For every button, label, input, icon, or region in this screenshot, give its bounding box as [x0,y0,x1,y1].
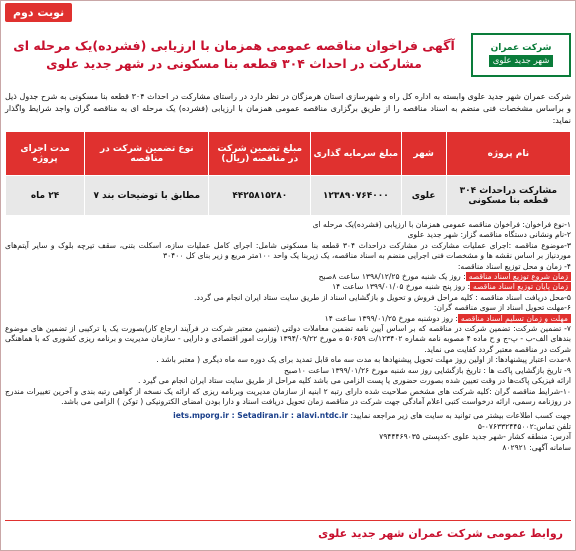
item-9b: ارائه فیزیکی پاکت‌ها در وقت تعیین شده بصورت حضوری یا پست الزامی می باشد کلیه مراحل از طریق سایت ستاد ایران انجام می گیرد . [137,376,571,386]
phone: تلفن تماس:۰۷۶۳۳۲۴۴۵۰۰۲-۵ [477,421,571,431]
table-cell: مشارکت دراحداث ۳۰۴ قطعه بنا مسکونی [446,176,570,216]
title-block [5,37,463,73]
table-cell: مطابق با توضیحات بند ۷ [85,176,209,216]
header [5,23,571,87]
table-header: مدت اجرای پروژه [6,132,85,176]
table-cell: ۱۲۳۸۹۰۷۶۴۰۰۰ [311,176,401,216]
table-header: نوع تضمین شرکت در مناقصه [85,132,209,176]
conditions-list [5,220,571,407]
footer [5,520,571,546]
title-line1: آگهی فراخوان مناقصه عمومی همزمان با ارزیابی (فشرده)یک مرحله ای [13,38,455,53]
deadline-text: : روز دوشنبه مورخ ۱۳۹۹/۰۱/۲۵ ساعت ۱۴ [324,313,458,323]
start-label: زمان شروع توزیع اسناد مناقصه [466,272,571,281]
item-10: ۱۰-شرایط مناقصه گران :کلیه شرکت های مشخص صلاحیت شده دارای رتبه ۲ ابنیه از سازمان مدیریت وبرنامه ریزی که ارائه یک نسخه از گواهی رتبه بندی و آخرین تغییرات مندرج در روزنامه رسمی، ارائه درخواست کتبی اعلام آمادگی جهت شرکت در مناقصه زمان تحویل دریافت اسناد و دارا بودن امضای الکترونیکی ( توکن ) الزامی می باشد. [5,386,571,406]
item-5: ۵-محل دریافت اسناد مناقصه : کلیه مراحل فروش و تحویل و بازگشایی اسناد از طریق سایت ستاد ایران انجام می گردد. [194,292,571,302]
turn-badge: نوبت دوم [5,3,72,22]
company-logo [471,33,571,77]
item-6: ۶-مهلت تحویل اسناد از سوی مناقصه گران: [433,303,571,313]
table-header-row [6,132,571,176]
contact-info [5,411,571,453]
distribution-end [5,282,571,292]
intro-paragraph: شرکت عمران شهر جدید علوی وابسته به اداره کل راه و شهرسازی استان هرمزگان در نظر دارد در راستای مشارکت در احداث ۳۰۴ قطعه بنا مسکونی به شرح جدول ذیل و براساس مشخصات فنی منضم به اسناد مناقصه را از طریق برگزاری مناقصه عمومی همزمان با ارزیابی (فشرده) یک مرحله ای به مناقصه گران واجد شرایط واگذار نماید: [5,92,572,125]
title-line2: مشارکت در احداث ۳۰۴ قطعه بنا مسکونی در شهر جدید علوی [46,56,422,71]
item-1: ۱-نوع فراخوان: فراخوان مناقصه عمومی همزمان با ارزیابی (فشرده)یک مرحله ای [312,220,571,229]
item-8: ۸-مدت اعتبار پیشنهادها: از اولین روز مهلت تحویل پیشنهادها به مدت سه ماه قابل تمدید برای یک دوره سه ماه دیگری ( معتبر باشد . [156,355,571,365]
submission-deadline [5,314,571,324]
table-cell: ۲۴ ماه [6,176,85,216]
item-2: ۲-نام ونشانی دستگاه مناقصه گزار: شهر جدید علوی [407,230,571,240]
tender-table [5,131,571,216]
table-cell: علوی [401,176,446,216]
sites-list[interactable]: iets.mporg.ir : Setadiran.ir : alavi.ntdc.ir [173,411,349,421]
start-text: : روز یک شنبه مورخ ۱۳۹۸/۱۲/۲۵ ساعت ۸صبح [318,272,466,282]
table-header: شهر [401,132,446,176]
item-4: ۴- زمان و محل توزیع اسناد مناقصه: [457,261,571,271]
table-header: مبلغ تضمین شرکت در مناقصه (ریال) [209,132,311,176]
table-cell: ۴۴۲۵۸۱۵۲۸۰ [209,176,311,216]
deadline-label: مهلت و زمان تسلیم اسناد مناقصه [458,314,571,323]
table-header: نام پروژه [446,132,570,176]
item-9: ۹- تاریخ بازگشایی پاکت ها : تاریخ بازگشایی روز سه شنبه مورخ ۱۳۹۹/۰۱/۲۶ ساعت ۱۰صبح [284,365,571,375]
table-header: مبلغ سرمایه گذاری [311,132,401,176]
item-3: ۳-موضوع مناقصه :اجرای عملیات مشارکت در مشارکت دراحداث ۳۰۴ قطعه بنا مسکونی شامل: اجرای کامل عملیات سازه، اسکلت بتنی، سقف تیرچه بلوک و سایر آیتم‌های موردنیاز بر اساس نقشه ها و مشخصات فنی اجرایی منضم به اسناد مناقصه، یک زیربنا یک واحد ۱۰۰متر مربع و زیر بنای کل ۳۰۴۰۰ [5,240,571,261]
address: آدرس: منطقه کشار -شهر جدید علوی -کدپستی ۷۹۴۴۴۶۹۰۳۵ [379,432,571,442]
table-row [6,176,571,216]
distribution-start [5,272,571,282]
footer-text: روابط عمومی شرکت عمران شهر جدید علوی [318,527,563,540]
ad-system: سامانه آگهی: ۸۰۲۹۲۱ [502,442,571,452]
logo-line1: شرکت عمران [490,43,552,53]
end-label: زمان پایان توزیع اسناد مناقصه [470,282,571,291]
item-7: ۷- تضمین شرکت: تضمین شرکت در مناقصه که بر اساس آیین نامه تضمین معاملات دولتی (تضمین معتبر شرکت در فرآیند ارجاع کار)بصورت یک یا ترکیبی از تضمین های موضوع بندهای الف-ب - پ-ج و ح ماده ۴ مصوبه نامه شماره ۱۲۳۴۰۲/ت ۵۰۶۵۹ ه مورخ ۱۳۹۴/۰۹/۲۲ وزارت امور اقتصادی و دارایی - سازمان مدیریت و برنامه ریزی کشوری که با هماهنگی شرکت در مناقصه معتبر گردد کفایت می نماید. [5,324,571,354]
end-text: : روز پنج شنبه مورخ ۱۳۹۹/۰۱/۰۵ ساعت ۱۴ [332,282,470,292]
sites-text [5,411,571,421]
logo-line2: شهر جدید علوی [489,55,554,67]
sites-intro: جهت کسب اطلاعات بیشتر می توانید به سایت های زیر مراجعه نمایید: [350,411,571,421]
